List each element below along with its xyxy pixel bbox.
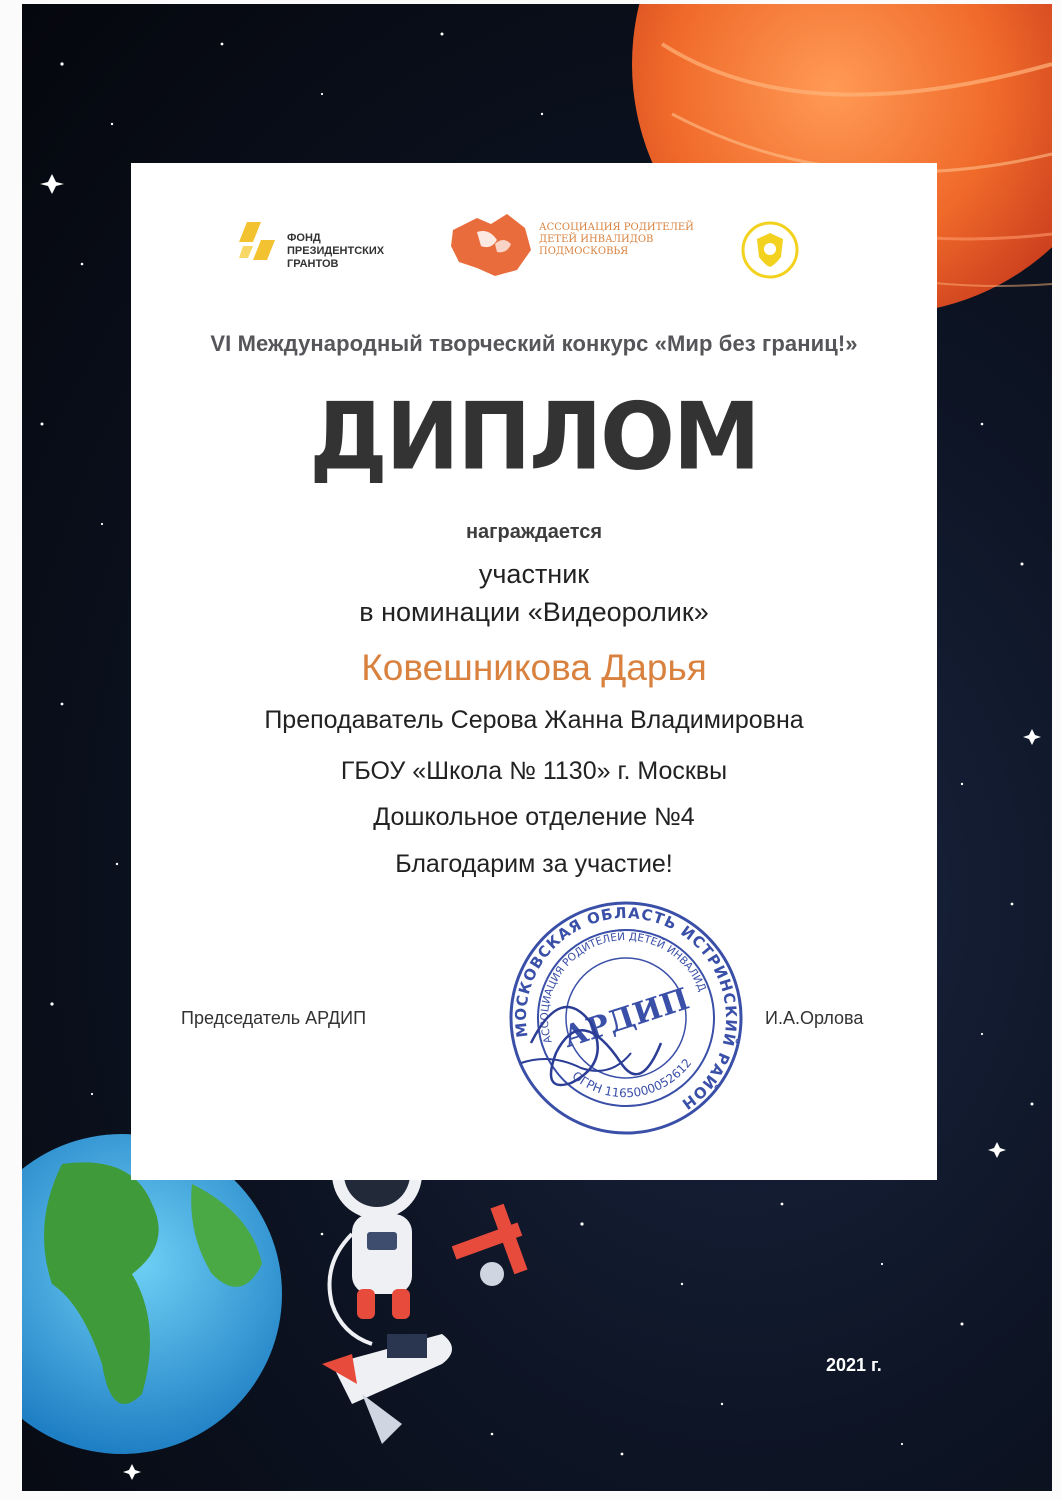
presidential-grants-fund-logo	[239, 218, 409, 278]
seal-center-text: АРДИП	[558, 981, 694, 1056]
ardip-logo-text: АССОЦИАЦИЯ РОДИТЕЛЕЙ ДЕТЕЙ ИНВАЛИДОВ ПОДМОСКОВЬЯ	[539, 222, 694, 257]
chairman-label: Председатель АРДИП	[181, 1008, 367, 1028]
diploma-card	[131, 163, 937, 1180]
ardip-logo-icon	[447, 210, 533, 280]
participant-role: участник	[478, 559, 590, 589]
organization-seal	[501, 893, 751, 1143]
satellite-illustration	[452, 1204, 528, 1286]
ardip-association-logo	[447, 210, 707, 282]
emblem-logo	[741, 221, 799, 279]
contest-name: VI Международный творческий конкурс «Мир без границ!»	[210, 331, 858, 356]
department-line: Дошкольное отделение №4	[373, 803, 695, 831]
school-line: ГБОУ «Школа № 1130» г. Москвы	[340, 757, 728, 785]
awarded-label: награждается	[465, 521, 603, 543]
thanks-line: Благодарим за участие!	[395, 850, 673, 878]
teacher-line: Преподаватель Серова Жанна Владимировна	[264, 706, 804, 734]
seal-ogrn-text: ОГРН 1165000052612	[569, 1056, 695, 1101]
nomination: в номинации «Видеоролик»	[359, 597, 709, 627]
seal-outer-ring-text: МОСКОВСКАЯ ОБЛАСТЬ ИСТРИНСКИЙ РАЙОН	[511, 903, 741, 1114]
fpg-logo-icon	[239, 220, 279, 270]
shield-emblem-icon	[741, 221, 799, 279]
chairman-name: И.А.Орлова	[765, 1008, 864, 1028]
seal-inner-ring-text: АССОЦИАЦИЯ РОДИТЕЛЕЙ ДЕТЕЙ ИНВАЛИДОВ	[538, 930, 709, 1045]
fpg-logo-text: ФОНД ПРЕЗИДЕНТСКИХ ГРАНТОВ	[287, 232, 385, 270]
winner-name: Ковешникова Дарья	[361, 647, 707, 688]
year-label: 2021 г.	[826, 1355, 882, 1375]
shuttle-illustration	[322, 1334, 452, 1444]
diploma-title: ДИПЛОМ	[309, 382, 759, 491]
earth-planet	[22, 1134, 282, 1454]
